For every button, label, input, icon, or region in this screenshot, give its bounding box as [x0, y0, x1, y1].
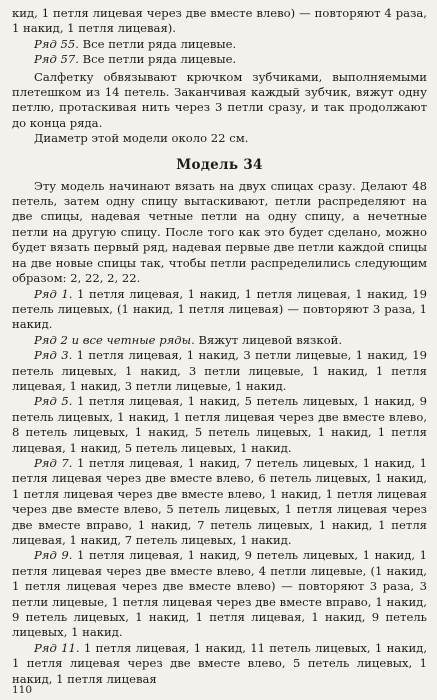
row-2-even [12, 333, 427, 348]
row-9 [12, 548, 427, 640]
row-text: 1 петля лицевая, 1 накид, 11 петель лицевых, 1 накид, 1 петля лицевая через две вместе влево, 5 петель лицевых, 1 накид, 1 петля лицевая [12, 640, 428, 686]
row-text: 1 петля лицевая, 1 накид, 9 петель лицевых, 1 накид, 1 петля лицевая через две вместе влево, 4 петли лицевые, (1 накид, 1 петля лицевая через две вместе влево) — повторяют 3 раза, 3 петли лицевые, 1 петля лицевая через две вместе вправо, 1 накид, 9 петель лицевых, 1 накид, 1 петля лицевая, 1 накид, 9 петель лицевых, 1 накид. [12, 548, 427, 640]
row-11 [12, 641, 427, 687]
row-label: Ряд 5. [34, 394, 73, 409]
row-55 [12, 37, 427, 52]
row-text: 1 петля лицевая, 1 накид, 3 петли лицевые, 1 накид, 19 петель лицевых, 1 накид, 3 петли лицевые, 1 накид, 1 петля лицевая, 1 накид, 3 петли лицевые, 1 накид. [12, 348, 427, 393]
row-label: Ряд 11. [34, 640, 80, 655]
row-5 [12, 394, 427, 456]
row-1 [12, 287, 427, 333]
diameter-note: Диаметр этой модели около 22 см. [34, 131, 249, 146]
row-3 [12, 348, 427, 394]
row-label: Ряд 7. [34, 455, 73, 470]
page-number: 110 [12, 684, 33, 696]
row-text: 1 петля лицевая, 1 накид, 7 петель лицевых, 1 накид, 1 петля лицевая через две вместе влево, 6 петель лицевых, 1 накид, 1 петля лицевая через две вместе влево, 1 накид, 1 петля лицевая через две вместе влево, 5 петель лицевых, 1 петля лицевая через две вместе вправо, 1 накид, 7 петель лицевых, 1 накид, 1 петля лицевая, 1 накид, 7 петель лицевых, 1 накид. [12, 455, 427, 547]
model-intro: Эту модель начинают вязать на двух спицах сразу. Делают 48 петель, затем одну спицу вытаскивают, петли распределяют на две спицы, надевая четные петли на одну спицу, а нечетные петли на другую спицу. После того как это будет сделано, можно будет вязать первый ряд, надевая первые две петли каждой спицы на две новые спицы так, чтобы петли распределились следующим образом: 2, 22, 2, 22. [12, 178, 427, 286]
row-text: 1 петля лицевая, 1 накид, 1 петля лицевая, 1 накид, 19 петель лицевых, (1 накид, 1 петля лицевая) — повторяют 3 раза, 1 накид. [12, 286, 427, 332]
row-text: 1 петля лицевая, 1 накид, 5 петель лицевых, 1 накид, 9 петель лицевых, 1 накид, 1 петля лицевая через две вместе влево, 8 петель лицевых, 1 накид, 5 петель лицевых, 1 накид, 1 петля лицевая, 1 накид, 5 петель лицевых, 1 накид. [12, 394, 427, 455]
row-7 [12, 456, 427, 548]
row-text: Вяжут лицевой вязкой. [198, 332, 343, 347]
row-label: Ряд 2 и все четные ряды. [34, 332, 195, 347]
row-text: Все петли ряда лицевые. [82, 36, 237, 51]
row-label: Ряд 57. [34, 52, 79, 67]
row-label: Ряд 9. [34, 548, 73, 563]
model-title: Модель 34 [176, 156, 263, 173]
row-label: Ряд 3. [34, 348, 73, 363]
continuation-text: кид, 1 петля лицевая через две вместе влево) — повторяют 4 раза, 1 накид, 1 петля лицевая). [12, 6, 427, 36]
row-text: Все петли ряда лицевые. [82, 52, 237, 67]
finishing-paragraph: Салфетку обвязывают крючком зубчиками, выполняемыми плетешком из 14 петель. Заканчивая каждый зубчик, вяжут одну петлю, протаскивая нить через 3 петли сразу, и так продолжают до конца ряда. [12, 69, 427, 130]
row-57 [12, 52, 427, 67]
row-label: Ряд 55. [34, 36, 79, 51]
row-label: Ряд 1. [34, 286, 73, 301]
